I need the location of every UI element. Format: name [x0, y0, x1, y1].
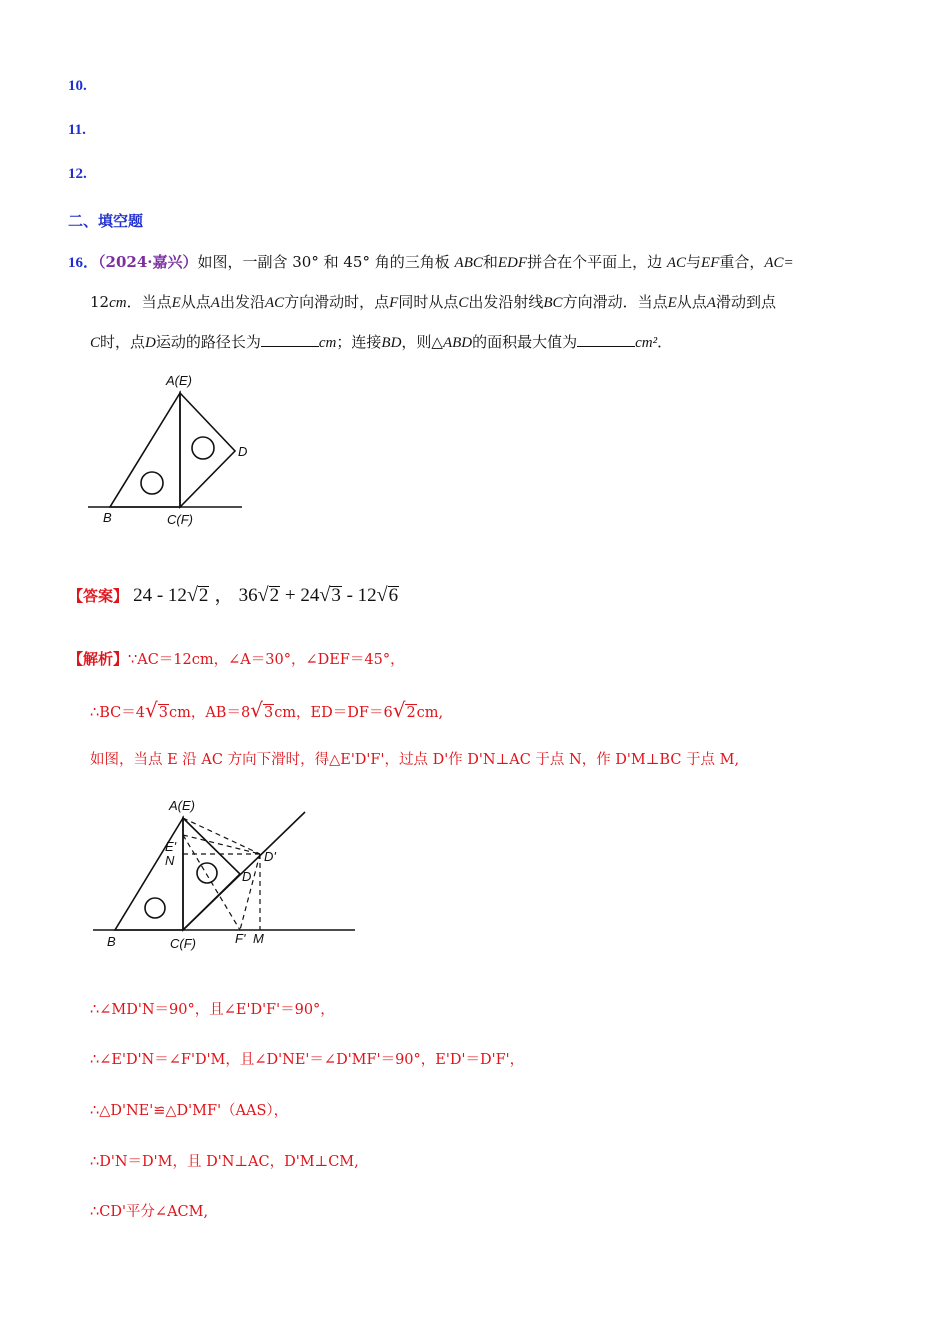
label-c-f: C(F): [167, 512, 193, 527]
question-source: （2024·嘉兴）: [98, 253, 198, 271]
label-b: B: [107, 934, 116, 949]
label-a-e: A(E): [169, 798, 195, 813]
item-number-11: 11.: [68, 122, 86, 138]
analysis-line-6: ∴△D'NE'≌△D'MF'（AAS），: [90, 1103, 289, 1119]
answer-row: 【答案】 24 - 12√2 ， 36√2 + 24√3 - 12√6: [68, 584, 399, 606]
segment-a-d2: [183, 818, 260, 854]
label-e-prime: E': [165, 839, 177, 854]
triangle-hole-2: [192, 437, 214, 459]
triangle-edf: [180, 393, 235, 507]
label-c-f: C(F): [170, 936, 196, 951]
label-f-prime: F': [235, 931, 246, 946]
analysis-line-2: ∴BC＝4√3cm，AB＝8√3cm，ED＝DF＝6√2cm,: [90, 698, 444, 722]
analysis-line-5: ∴∠E'D'N＝∠F'D'M，且∠D'NE'＝∠D'MF'＝90°，E'D'＝D'F'，: [90, 1052, 525, 1068]
label-m: M: [253, 931, 264, 946]
analysis-tag: 【解析】: [68, 650, 129, 668]
label-n: N: [165, 853, 175, 868]
question-16: [68, 243, 898, 363]
analysis-line-4: ∴∠MD'N＝90°，且∠E'D'F'＝90°，: [90, 1002, 335, 1018]
question-line-1: 16．（2024·嘉兴）如图，一副含 30° 和 45° 角的三角板 ABC和EDF拼合在个平面上，边 AC与EF重合，AC=: [68, 253, 794, 271]
triangle-hole-1: [145, 898, 165, 918]
segment-e2-d2: [183, 835, 260, 854]
question-line-3: C时，点D运动的路径长为 cm；连接BD，则△ABD的面积最大值为 cm²．: [90, 333, 673, 351]
triangle-edf: [183, 818, 240, 930]
answer-tag: 【答案】: [68, 587, 129, 605]
question-number: 16．: [68, 255, 99, 271]
answer-blank-1[interactable]: [261, 332, 319, 347]
question-line-2: 12cm．当点E从点A出发沿AC方向滑动时，点F同时从点C出发沿射线BC方向滑动．当点E从点A滑动到点: [90, 293, 776, 311]
label-d-prime: D': [264, 849, 276, 864]
answer-value-2: 36√2 + 24√3 - 12√6: [238, 584, 399, 606]
label-a-e: A(E): [166, 373, 192, 388]
label-b: B: [103, 510, 112, 525]
item-number-12: 12.: [68, 166, 87, 182]
answer-value-1: 24 - 12√2: [133, 584, 209, 606]
triangle-hole-2: [197, 863, 217, 883]
triangle-hole-1: [141, 472, 163, 494]
triangle-abc: [115, 818, 183, 930]
label-d: D: [238, 444, 248, 459]
analysis-line-8: ∴CD'平分∠ACM,: [90, 1204, 209, 1220]
figure-2-sliding-construction: [85, 790, 365, 960]
item-number-10: 10.: [68, 78, 87, 94]
analysis-line-3: 如图，当点 E 沿 AC 方向下滑时，得△E'D'F'，过点 D'作 D'N⊥AC 于点 N，作 D'M⊥BC 于点 M,: [90, 752, 740, 768]
section-title: 二、填空题: [68, 212, 144, 230]
analysis-line-7: ∴D'N＝D'M，且 D'N⊥AC，D'M⊥CM,: [90, 1154, 359, 1170]
figure-1-triangles: [80, 365, 260, 535]
answer-blank-2[interactable]: [577, 332, 635, 347]
analysis-line-1: 【解析】∵AC＝12cm，∠A＝30°，∠DEF＝45°，: [68, 650, 405, 668]
triangle-abc: [110, 393, 180, 507]
label-d: D: [242, 869, 252, 884]
